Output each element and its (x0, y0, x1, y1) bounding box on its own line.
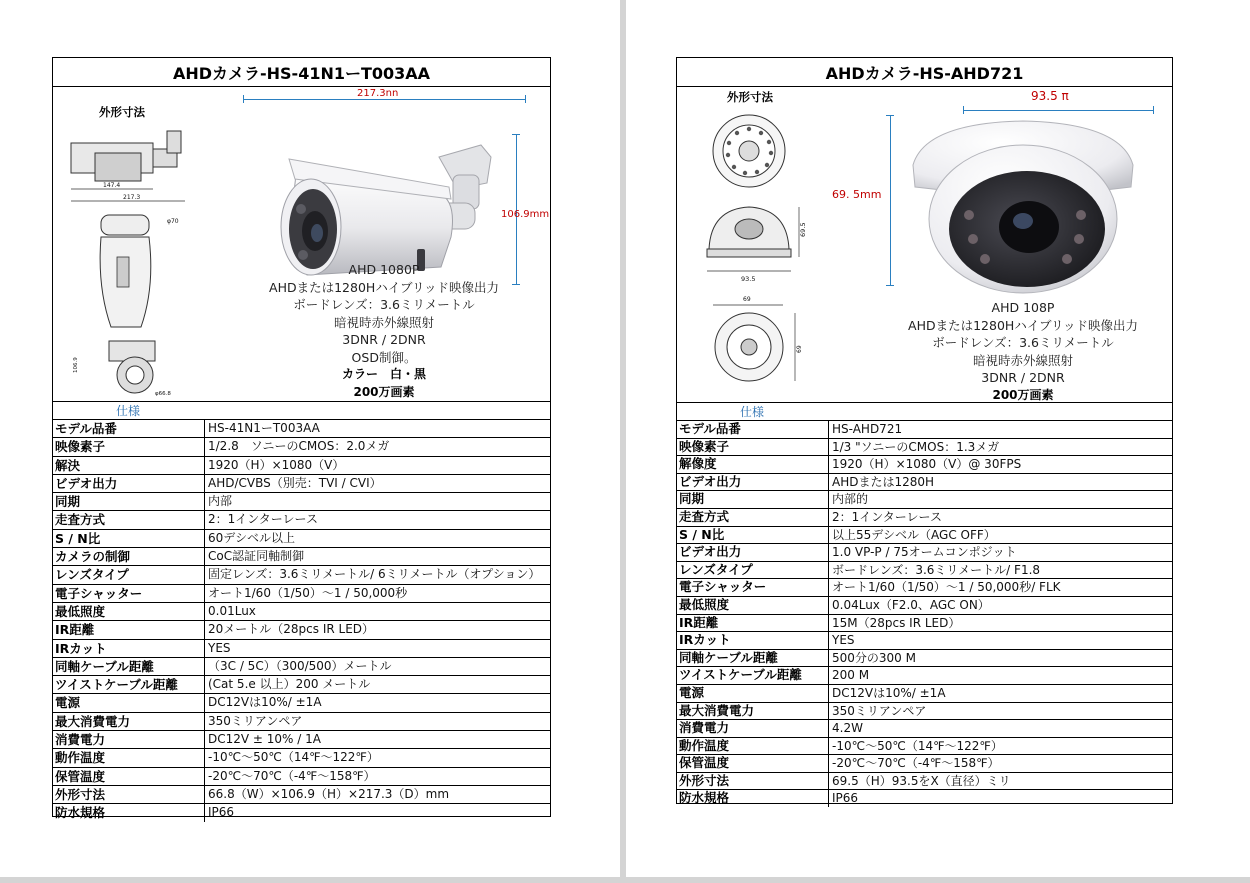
spec-row (53, 493, 550, 511)
spec-key: 映像素子 (53, 438, 205, 455)
spec-row (677, 632, 1172, 650)
spec-value: 0.04Lux（F2.0、AGC ON） (832, 597, 990, 612)
spec-key: 最大消費電力 (53, 713, 205, 730)
spec-value: 2：1インターレース (832, 509, 942, 524)
spec-value: DC12V ± 10% / 1A (208, 732, 321, 747)
spec-value: オート1/60（1/50）〜1 / 50,000秒/ FLK (832, 580, 1061, 595)
spec-row (677, 527, 1172, 545)
spec-key: IR距離 (677, 615, 829, 632)
spec-value: （3C / 5C）（300/500）メートル (208, 658, 392, 673)
product-description: AHD 1080P AHDまたは1280Hハイブリッド映像出力 ボードレンズ：3.6ミリメートル 暗視時赤外線照射 3DNR / 2DNR OSD制御。 カラー 白・黒 200万画素 (269, 262, 499, 399)
spec-value: 内部 (208, 494, 233, 509)
spec-row (53, 420, 550, 438)
spec-key: 保管温度 (677, 755, 829, 772)
d-label: φ66.8 (155, 391, 171, 397)
spec-value: HS-41N1ーT003AA (208, 421, 320, 435)
spec-key: IR距離 (53, 621, 205, 638)
spec-key: ツイストケーブル距離 (53, 676, 205, 693)
dimensions-label: 外形寸法 (727, 90, 773, 104)
spec-row (677, 597, 1172, 615)
spec-key: 電子シャッター (53, 585, 205, 602)
spec-value: 4.2W (832, 721, 863, 736)
spec-key: 動作温度 (677, 738, 829, 755)
spec-value: 以上55デシベル（AGC OFF） (832, 527, 996, 542)
spec-key: 外形寸法 (53, 786, 205, 803)
len-a-label: 147.4 (103, 182, 121, 189)
spec-value: -20℃〜70℃（-4℉〜158℉） (832, 756, 1000, 771)
spec-key: 電源 (53, 694, 205, 711)
product-figure (53, 87, 550, 402)
spec-row (677, 650, 1172, 668)
spec-value: AHDまたは1280H (832, 474, 935, 489)
spec-key: 解像度 (677, 456, 829, 473)
spec-row (53, 475, 550, 493)
spec-value: 2：1インターレース (208, 512, 318, 527)
spec-key: 保管温度 (53, 768, 205, 785)
page-left (0, 0, 620, 877)
spec-row (53, 548, 550, 566)
spec-row (677, 562, 1172, 580)
spec-value: IP66 (208, 805, 235, 820)
spec-table (677, 421, 1172, 807)
h-label: 69.5 (799, 222, 807, 237)
spec-row (677, 421, 1172, 439)
spec-value: 1920（H）×1080（V）@ 30FPS (832, 457, 1022, 472)
dimension-drawing (67, 127, 197, 397)
spec-value: 60デシベル以上 (208, 530, 296, 545)
spec-value: ボードレンズ：3.6ミリメートル/ F1.8 (832, 562, 1041, 577)
spec-row (677, 544, 1172, 562)
spec-key: IRカット (677, 632, 829, 649)
spec-value: -20℃〜70℃（-4℉〜158℉） (208, 768, 376, 783)
spec-row (53, 457, 550, 475)
spec-row (53, 566, 550, 584)
spec-key: 同軸ケーブル距離 (53, 658, 205, 675)
spec-header: 仕様 (53, 402, 550, 420)
spec-value: YES (208, 640, 231, 655)
spec-key: 最低照度 (53, 603, 205, 620)
spec-key: S / N比 (53, 530, 205, 547)
spec-value: DC12Vは10%/ ±1A (832, 685, 946, 700)
spec-row (677, 474, 1172, 492)
spec-value: 0.01Lux (208, 603, 256, 618)
spec-row (53, 585, 550, 603)
spec-row (677, 755, 1172, 773)
spec-key: 防水規格 (53, 804, 205, 821)
product-title: AHDカメラ-HS-41N1ーT003AA (53, 58, 550, 87)
spec-row (53, 768, 550, 786)
spec-key: 電子シャッター (677, 579, 829, 596)
spec-row (677, 509, 1172, 527)
dome-camera-image (903, 117, 1141, 297)
spec-value: 1/2.8 ソニーのCMOS：2.0メガ (208, 439, 390, 454)
spec-row (53, 694, 550, 712)
spec-value: 1920（H）×1080（V） (208, 457, 345, 472)
spec-row (53, 676, 550, 694)
spec-value: 350ミリアンペア (208, 713, 303, 728)
spec-key: IRカット (53, 640, 205, 657)
spec-key: 電源 (677, 685, 829, 702)
spec-value: -10℃〜50℃（14℉〜122℉） (208, 750, 379, 765)
spec-key: ビデオ出力 (677, 544, 829, 561)
spec-key: S / N比 (677, 527, 829, 544)
spec-value: IP66 (832, 791, 859, 806)
spec-row (677, 579, 1172, 597)
h-label: 106.9 (73, 357, 79, 373)
spec-value: 66.8（W）×106.9（H）×217.3（D）mm (208, 786, 450, 801)
spec-key: 動作温度 (53, 749, 205, 766)
spec-row (677, 685, 1172, 703)
spec-row (53, 511, 550, 529)
spec-key: ビデオ出力 (53, 475, 205, 492)
spec-key: 防水規格 (677, 790, 829, 807)
spec-row (53, 713, 550, 731)
spec-key: 同期 (53, 493, 205, 510)
spec-row (53, 749, 550, 767)
spec-key: 同期 (677, 491, 829, 508)
spec-key: 最大消費電力 (677, 703, 829, 720)
spec-value: CoC認証同軸制御 (208, 549, 305, 564)
product-description: AHD 108P AHDまたは1280Hハイブリッド映像出力 ボードレンズ：3.6ミリメートル 暗視時赤外線照射 3DNR / 2DNR 200万画素 (908, 300, 1138, 402)
spec-value: 内部的 (832, 492, 869, 507)
spec-row (677, 790, 1172, 807)
spec-value: (Cat 5.e 以上）200 メートル (208, 677, 371, 692)
spec-row (677, 773, 1172, 791)
spec-row (53, 621, 550, 639)
spec-row (677, 667, 1172, 685)
spec-row (53, 603, 550, 621)
spec-key: 映像素子 (677, 439, 829, 456)
spec-value: 15M（28pcs IR LED） (832, 615, 961, 630)
spec-row (53, 731, 550, 749)
spec-value: -10℃〜50℃（14℉〜122℉） (832, 738, 1003, 753)
w-label: 93.5 (741, 275, 756, 283)
spec-row (677, 456, 1172, 474)
spec-row (53, 804, 550, 821)
spec-key: 最低照度 (677, 597, 829, 614)
spec-row (53, 786, 550, 804)
page-right (626, 0, 1250, 877)
width-measure: 93.5 π (1031, 89, 1069, 103)
spec-value: HS-AHD721 (832, 422, 903, 436)
spec-row (677, 720, 1172, 738)
spec-key: 走査方式 (677, 509, 829, 526)
spec-row (53, 640, 550, 658)
spec-value: 固定レンズ：3.6ミリメートル/ 6ミリメートル（オプション） (208, 567, 541, 582)
spec-sheet-right (676, 57, 1173, 804)
spec-value: オート1/60（1/50）〜1 / 50,000秒 (208, 585, 408, 600)
spec-key: カメラの制御 (53, 548, 205, 565)
spec-key: 同軸ケーブル距離 (677, 650, 829, 667)
spec-value: 200 M (832, 668, 870, 683)
top-label: 69 (743, 296, 751, 303)
spec-key: 消費電力 (677, 720, 829, 737)
spec-row (53, 658, 550, 676)
spec-row (677, 439, 1172, 457)
width-measure: 217.3nn (357, 88, 399, 99)
spec-value: 500分の300 M (832, 650, 916, 665)
spec-value: AHD/CVBS（別売：TVI / CVI） (208, 475, 382, 490)
spec-key: 走査方式 (53, 511, 205, 528)
product-title: AHDカメラ-HS-AHD721 (677, 58, 1172, 87)
spec-value: 20メートル（28pcs IR LED） (208, 622, 375, 637)
spec-value: DC12Vは10%/ ±1A (208, 695, 322, 710)
spec-key: レンズタイプ (677, 562, 829, 579)
spec-value: 1.0 VP-P / 75オームコンポジット (832, 545, 1017, 560)
dimensions-label: 外形寸法 (99, 105, 145, 119)
spec-key: モデル品番 (677, 421, 829, 438)
side-label: 69 (796, 345, 803, 353)
height-measure: 106.9mm (501, 209, 550, 220)
spec-row (53, 530, 550, 548)
spec-row (53, 438, 550, 456)
spec-table (53, 420, 550, 822)
spec-value: 1/3 "ソニーのCMOS：1.3メガ (832, 439, 1000, 454)
spec-key: 消費電力 (53, 731, 205, 748)
spec-key: 解決 (53, 457, 205, 474)
spec-key: モデル品番 (53, 420, 205, 437)
dimension-drawing (699, 109, 829, 399)
spec-value: 350ミリアンペア (832, 703, 927, 718)
spec-row (677, 703, 1172, 721)
spec-value: 69.5（H）93.5をX（直径）ミリ (832, 773, 1011, 788)
height-measure: 69. 5mm (832, 188, 882, 201)
spec-key: ツイストケーブル距離 (677, 667, 829, 684)
product-figure (677, 87, 1172, 403)
spec-key: レンズタイプ (53, 566, 205, 583)
spec-header: 仕様 (677, 403, 1172, 421)
spec-key: ビデオ出力 (677, 474, 829, 491)
dia-label: φ70 (167, 218, 179, 225)
spec-row (677, 738, 1172, 756)
spec-row (677, 615, 1172, 633)
spec-value: YES (832, 633, 855, 648)
spec-key: 外形寸法 (677, 773, 829, 790)
spec-row (677, 491, 1172, 509)
len-b-label: 217.3 (123, 194, 141, 201)
spec-sheet-left (52, 57, 551, 821)
